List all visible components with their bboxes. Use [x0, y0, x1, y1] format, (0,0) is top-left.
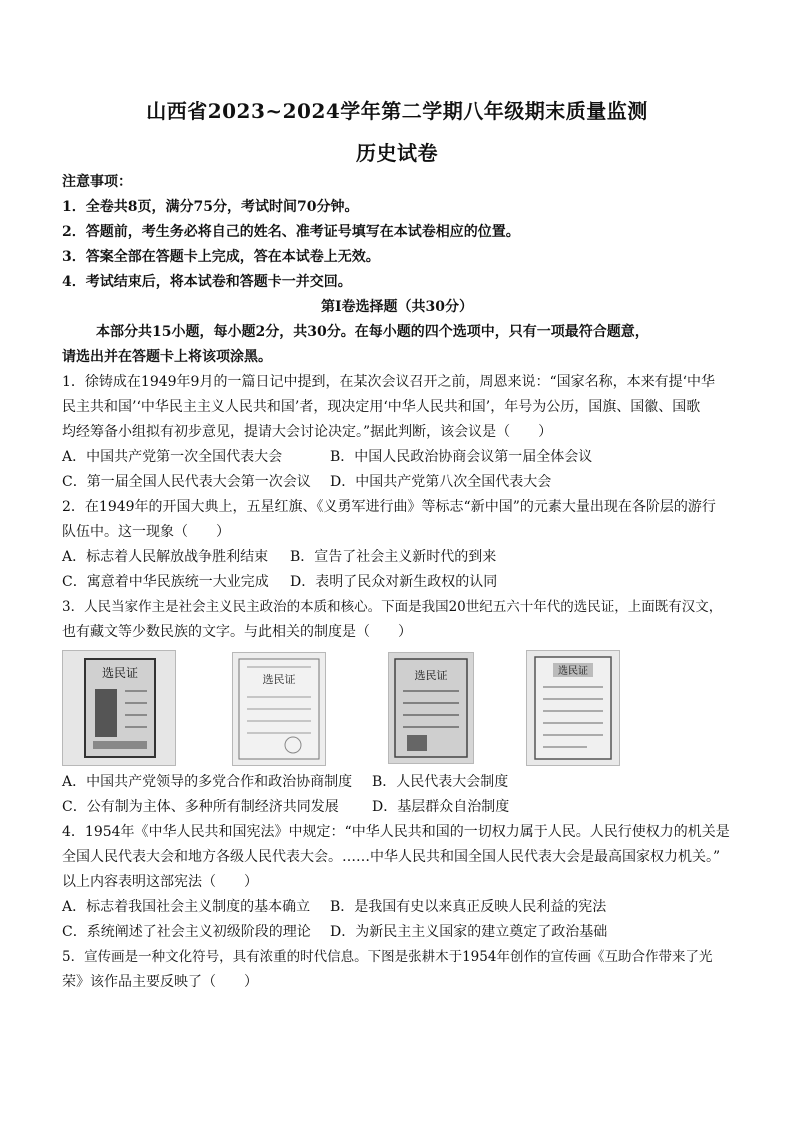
question-2-text: 队伍中。这一现象（ ）: [62, 524, 230, 540]
q3-option-a: A．中国共产党领导的多党合作和政治协商制度: [62, 774, 353, 790]
voter-card-1-drawing: [63, 651, 175, 765]
q1-option-b: B．中国人民政治协商会议第一届全体会议: [330, 449, 593, 465]
q3-option-d: D．基层群众自治制度: [372, 799, 510, 815]
q1-option-d: D．中国共产党第八次全国代表大会: [330, 474, 552, 490]
q3-option-b: B．人民代表大会制度: [372, 774, 509, 790]
q2-option-d: D．表明了民众对新生政权的认同: [290, 574, 498, 590]
q4-option-b: B．是我国有史以来真正反映人民利益的宪法: [330, 899, 607, 915]
section-title: 第Ⅰ卷选择题（共30分）: [320, 299, 474, 315]
voter-card-image: [388, 652, 474, 764]
q3-option-c: C．公有制为主体、多种所有制经济共同发展: [62, 799, 339, 815]
question-1-text: 1．徐铸成在1949年9月的一篇日记中提到，在某次会议召开之前，周恩来说：“国家名称，本来有提‘中华: [62, 374, 716, 390]
voter-card-image: [62, 650, 176, 766]
q4-option-c: C．系统阐述了社会主义初级阶段的理论: [62, 924, 311, 940]
question-1-text: 民主共和国’‘中华民主主义人民共和国’者，现决定用‘中华人民共和国’，年号为公历，国旗、国徽、国歌: [62, 399, 701, 415]
notice-item: 3．答案全部在答题卡上完成，答在本试卷上无效。: [62, 249, 380, 265]
notice-item: 4．考试结束后，将本试卷和答题卡一并交回。: [62, 274, 352, 290]
q1-option-a: A．中国共产党第一次全国代表大会: [62, 449, 283, 465]
q4-option-d: D．为新民主主义国家的建立奠定了政治基础: [330, 924, 608, 940]
voter-card-label: 选民证: [101, 666, 139, 680]
section-intro: 本部分共15小题，每小题2分，共30分。在每小题的四个选项中，只有一项最符合题意，: [96, 324, 649, 340]
voter-card-image: [526, 650, 620, 766]
question-1-text: 均经筹备小组拟有初步意见，提请大会讨论决定。”据此判断，该会议是（ ）: [62, 424, 553, 440]
question-5-text: 荣》该作品主要反映了（ ）: [62, 974, 258, 990]
voter-card-image: [232, 652, 326, 766]
exam-title: 山西省2023~2024学年第二学期八年级期末质量监测: [146, 99, 648, 123]
section-intro: 请选出并在答题卡上将该项涂黑。: [62, 349, 272, 365]
question-4-text: 以上内容表明这部宪法（ ）: [62, 874, 258, 890]
question-5-text: 5．宣传画是一种文化符号，具有浓重的时代信息。下图是张耕木于1954年创作的宣传画《互助合作带来了光: [62, 949, 713, 965]
notice-item: 1．全卷共8页，满分75分，考试时间70分钟。: [62, 199, 359, 215]
voter-card-3-drawing: [389, 653, 473, 763]
voter-card-4-drawing: [527, 651, 619, 765]
question-3-text: 也有藏文等少数民族的文字。与此相关的制度是（ ）: [62, 624, 412, 640]
question-4-text: 全国人民代表大会和地方各级人民代表大会。……中华人民共和国全国人民代表大会是最高国家权力机关。”: [62, 849, 721, 865]
notice-heading: 注意事项：: [62, 174, 132, 190]
question-4-text: 4．1954年《中华人民共和国宪法》中规定：“中华人民共和国的一切权力属于人民。人民行使权力的机关是: [62, 824, 730, 840]
q2-option-a: A．标志着人民解放战争胜利结束: [62, 549, 269, 565]
q2-option-c: C．寓意着中华民族统一大业完成: [62, 574, 269, 590]
voter-card-label: 选民证: [262, 673, 296, 686]
voter-card-label: 选民证: [558, 666, 588, 677]
voter-card-2-drawing: [233, 653, 325, 765]
question-3-text: 3．人民当家作主是社会主义民主政治的本质和核心。下面是我国20世纪五六十年代的选民证，上面既有汉文，: [62, 599, 723, 615]
notice-item: 2．答题前，考生务必将自己的姓名、准考证号填写在本试卷相应的位置。: [62, 224, 520, 240]
q4-option-a: A．标志着我国社会主义制度的基本确立: [62, 899, 311, 915]
q1-option-c: C．第一届全国人民代表大会第一次会议: [62, 474, 311, 490]
q2-option-b: B．宣告了社会主义新时代的到来: [290, 549, 497, 565]
exam-subject: 历史试卷: [356, 141, 438, 165]
question-2-text: 2．在1949年的开国大典上，五星红旗、《义勇军进行曲》等标志“新中国”的元素大量出现在各阶层的游行: [62, 499, 716, 515]
voter-card-label: 选民证: [414, 669, 448, 682]
